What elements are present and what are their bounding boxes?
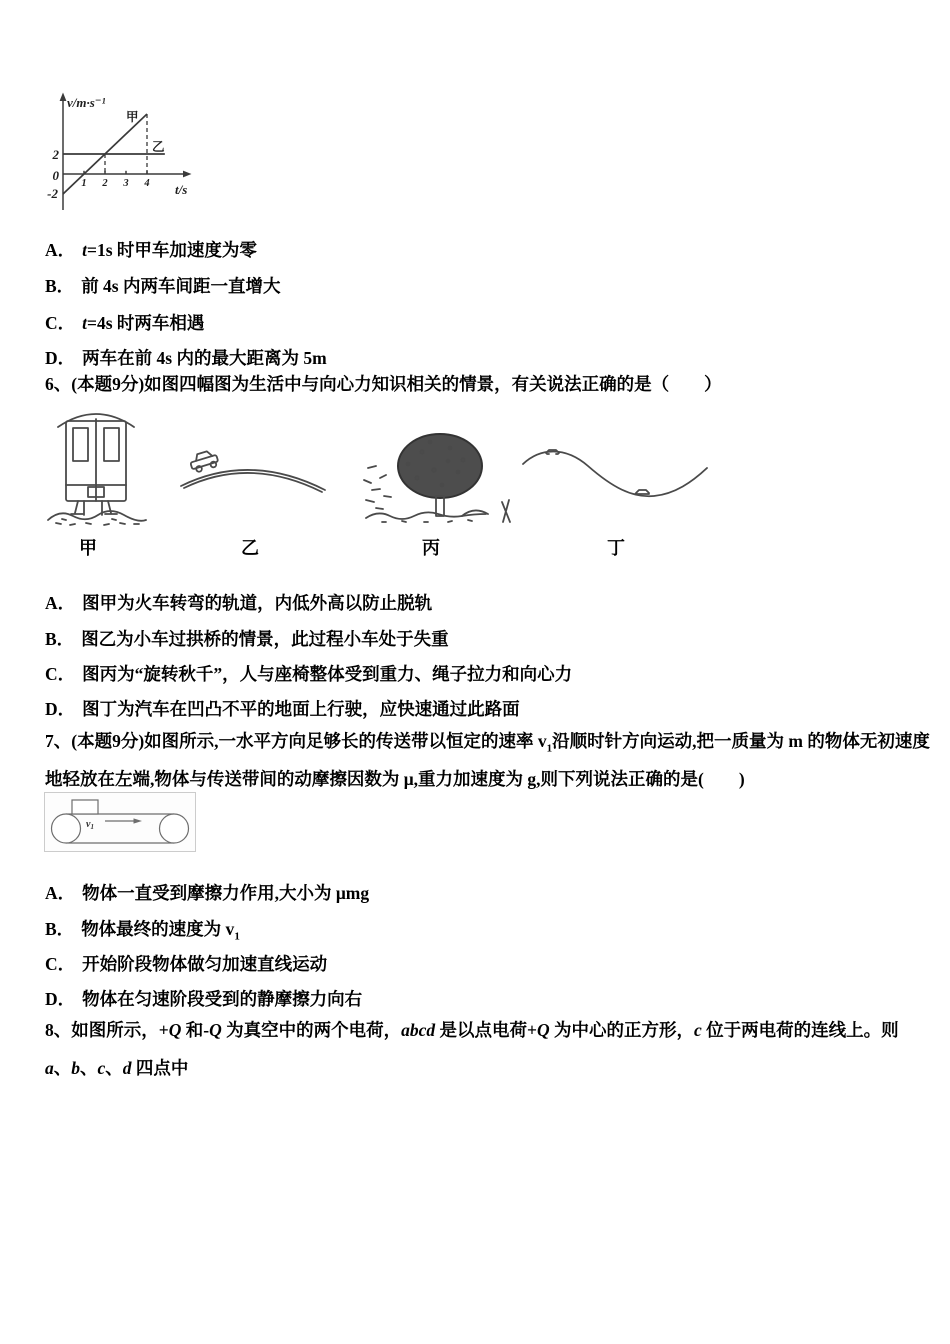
- option-text: 图乙为小车过拱桥的情景，此过程小车处于失重: [81, 629, 449, 649]
- q7-option-a: [45, 881, 369, 905]
- conveyor-belt-figure: [44, 792, 196, 852]
- q7-option-c: [45, 952, 327, 976]
- option-text: t=4s 时两车相遇: [82, 313, 205, 333]
- rotating-swing-sketch: [362, 430, 517, 525]
- q5-option-d: [45, 346, 327, 370]
- option-text: 物体在匀速阶段受到的静摩擦力向右: [82, 989, 363, 1009]
- q6-option-b: [45, 627, 449, 651]
- q5-option-a: [45, 238, 257, 262]
- q7-text-line1: 7、(本题9分)如图所示,一水平方向足够长的传送带以恒定的速率 $v_1$沿顺时针方向运动,把一质量为 m 的物体无初速度: [45, 731, 930, 755]
- option-label: D．: [45, 699, 76, 719]
- arrow-right-icon: [134, 818, 143, 823]
- option-label: A．: [45, 883, 76, 903]
- option-label: A．: [45, 240, 76, 260]
- option-text: 开始阶段物体做匀加速直线运动: [82, 954, 328, 974]
- q6-option-a: [45, 591, 432, 615]
- train-curve-sketch: [46, 407, 148, 529]
- q5-option-b: [45, 274, 281, 298]
- option-label: D．: [45, 989, 76, 1009]
- x-tick-3: 3: [123, 178, 129, 189]
- x-tick-4: 4: [144, 178, 150, 189]
- q8-text-line1: 8、如图所示，+Q 和-Q 为真空中的两个电荷，abcd 是以点电荷+Q 为中心的正方形，c 位于两电荷的连线上。则: [45, 1020, 899, 1040]
- x-tick-1: 1: [81, 178, 87, 189]
- conveyor-belt-sketch: [45, 793, 195, 851]
- q6-option-c: [45, 662, 572, 686]
- q6-option-d: [45, 697, 520, 721]
- figure-label-jia: 甲: [79, 538, 97, 558]
- q7-option-b: [45, 917, 240, 941]
- q8-text-line2: a、b、c、d 四点中: [45, 1058, 189, 1078]
- bumpy-road-sketch: [520, 446, 710, 504]
- option-text: 物体一直受到摩擦力作用,大小为 μmg: [82, 883, 370, 903]
- figure-label-yi: 乙: [241, 538, 259, 558]
- series-yi-label: 乙: [152, 140, 165, 154]
- arch-bridge-car-sketch: [178, 444, 328, 496]
- option-label: B．: [45, 276, 75, 296]
- option-label: C．: [45, 664, 76, 684]
- q6-heading: 6、(本题9分)如图四幅图为生活中与向心力知识相关的情景，有关说法正确的是（ ）: [45, 374, 722, 394]
- series-jia-label: 甲: [126, 110, 139, 124]
- vt-graph: [40, 90, 200, 222]
- x-axis-label: t/s: [175, 182, 188, 197]
- option-label: C．: [45, 954, 76, 974]
- q5-option-c: [45, 311, 204, 335]
- option-text: 图丙为“旋转秋千”，人与座椅整体受到重力、绳子拉力和向心力: [82, 664, 573, 684]
- y-tick-2: 2: [52, 147, 59, 162]
- y-axis-label: v/m·s⁻¹: [67, 95, 106, 110]
- option-label: C．: [45, 313, 76, 333]
- q7-option-d: [45, 987, 362, 1011]
- option-label: B．: [45, 629, 75, 649]
- option-text: 图甲为火车转弯的轨道，内低外高以防止脱轨: [82, 593, 433, 613]
- option-text: 图丁为汽车在凹凸不平的地面上行驶，应快速通过此路面: [82, 699, 520, 719]
- figure-label-bing: 丙: [422, 538, 440, 558]
- option-text: 物体最终的速度为 $v_1$: [81, 919, 240, 943]
- option-text: 前 4s 内两车间距一直增大: [81, 276, 281, 296]
- belt-speed-label: $v_1$: [86, 819, 94, 831]
- y-tick-neg2: -2: [47, 186, 58, 201]
- y-tick-0: 0: [52, 168, 59, 183]
- option-text: 两车在前 4s 内的最大距离为 5m: [82, 348, 327, 368]
- q7-text-line2: 地轻放在左端,物体与传送带间的动摩擦因数为 μ,重力加速度为 g,则下列说法正确的是( ): [45, 769, 745, 789]
- option-label: A．: [45, 593, 76, 613]
- option-text: t=1s 时甲车加速度为零: [82, 240, 257, 260]
- x-tick-2: 2: [102, 178, 108, 189]
- option-label: B．: [45, 919, 75, 939]
- figure-label-ding: 丁: [607, 538, 625, 558]
- option-label: D．: [45, 348, 76, 368]
